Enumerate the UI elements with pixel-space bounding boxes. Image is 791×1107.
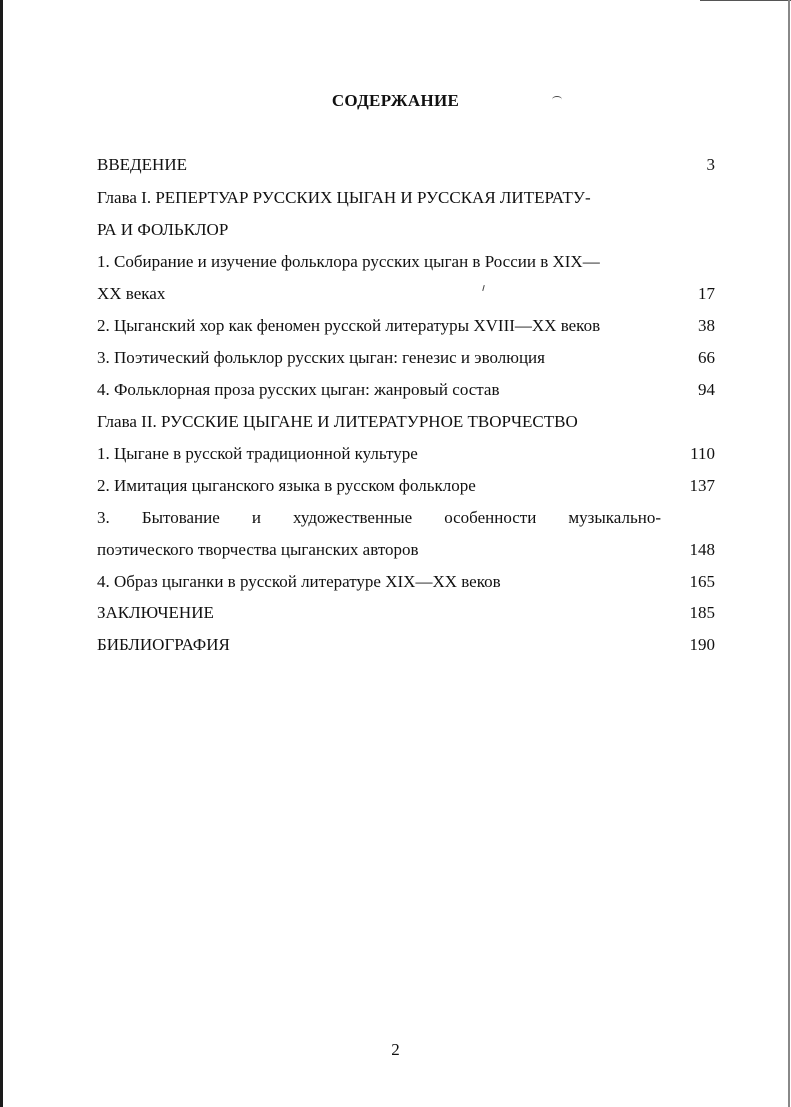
toc-entry-text: XX веках [97,284,166,303]
toc-entry-text: Глава I. РЕПЕРТУАР РУССКИХ ЦЫГАН И РУССКАЯ ЛИТЕРАТУ- [97,188,591,207]
toc-entry-text: 4. Фольклорная проза русских цыган: жанровый состав [97,380,500,399]
toc-entry-text [97,506,661,530]
toc-entry-text: 1. Собирание и изучение фольклора русских цыган в России в XIX— [97,252,600,271]
page-number: 2 [391,1040,400,1059]
toc-entry-text: 4. Образ цыганки в русской литературе XIX—XX веков [97,572,501,591]
toc-entry-text: ВВЕДЕНИЕ [97,155,187,174]
toc-entry-section-2-4 [97,570,715,594]
toc-entry-section-1-2 [97,314,715,338]
toc-entry-text: 2. Цыганский хор как феномен русской литературы XVIII—XX веков [97,316,601,335]
toc-entry-section-2-2 [97,474,715,498]
toc-entry-page: 66 [698,348,715,367]
toc-word: и [251,508,261,527]
toc-entry-introduction [97,153,715,177]
toc-entry-chapter-1-cont [97,218,715,242]
toc-entry-page: 3 [706,155,715,174]
toc-entry-page: 148 [689,540,715,559]
scan-edge-left [0,0,3,1107]
toc-entry-text: поэтического творчества цыганских авторов [97,540,419,559]
scan-edge-top [700,0,791,1]
toc-entry-page: 38 [698,316,715,335]
toc-word: 3. [97,508,110,527]
toc-entry-section-1-3 [97,346,715,370]
toc-entry-section-2-3-cont [97,538,715,562]
toc-entry-chapter-1 [97,186,715,210]
toc-entry-text: 1. Цыгане в русской традиционной культуре [97,444,418,463]
toc-entry-text: Глава II. РУССКИЕ ЦЫГАНЕ И ЛИТЕРАТУРНОЕ ТВОРЧЕСТВО [97,412,578,431]
scan-artifact-mark [552,96,562,103]
toc-entry-section-2-1 [97,442,715,466]
toc-entry-text: БИБЛИОГРАФИЯ [97,635,230,654]
toc-word: особенности [444,508,537,527]
toc-entry-page: 94 [698,380,715,399]
toc-entry-text: ЗАКЛЮЧЕНИЕ [97,603,214,622]
toc-entry-section-1-1-cont [97,282,715,306]
page-title: СОДЕРЖАНИЕ [331,91,460,110]
toc-word: Бытование [141,508,220,527]
toc-entry-page: 165 [689,572,715,591]
toc-entry-text: 2. Имитация цыганского языка в русском фольклоре [97,476,476,495]
toc-entry-bibliography [97,633,715,657]
toc-entry-conclusion [97,601,715,625]
toc-entry-page: 17 [698,284,715,303]
toc-word: художественные [293,508,413,527]
toc-entry-page: 137 [689,476,715,495]
toc-word: музыкально- [568,508,661,527]
toc-entry-section-1-1 [97,250,715,274]
toc-entry-section-1-4 [97,378,715,402]
scan-edge-right [788,0,790,1107]
toc-entry-text: 3. Поэтический фольклор русских цыган: генезис и эволюция [97,348,545,367]
toc-entry-page: 110 [690,444,715,463]
toc-entry-section-2-3 [97,506,715,530]
toc-entry-page: 185 [689,603,715,622]
toc-entry-chapter-2 [97,410,715,434]
toc-entry-text: РА И ФОЛЬКЛОР [97,220,229,239]
toc-entry-page: 190 [689,635,715,654]
